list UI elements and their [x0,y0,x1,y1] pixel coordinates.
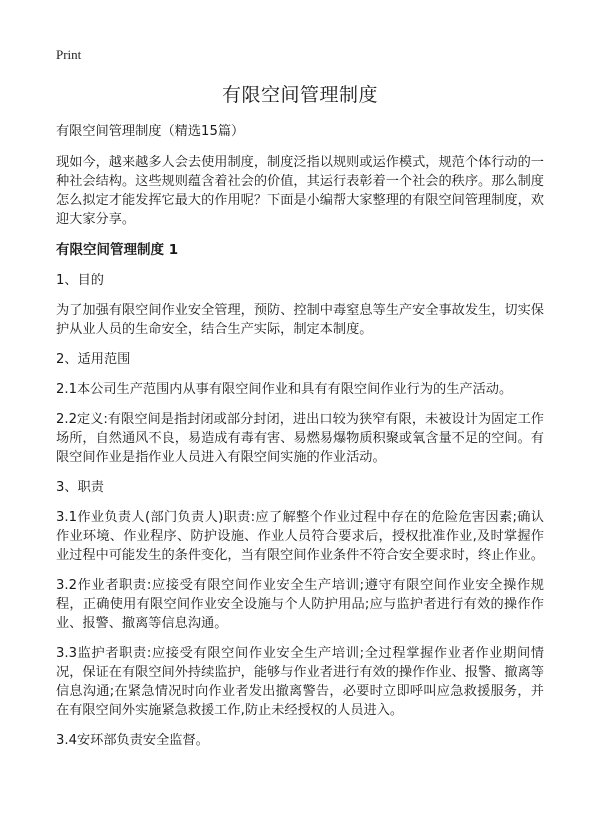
paragraph-duties-3-1: 3.1作业负责人(部门负责人)职责:应了解整个作业过程中存在的危险危害因素;确认作业环境、作业程序、防护设施、作业人员符合要求后，授权批准作业,及时掌握作业过程中可能发生的条件变化，当有限空间作业条件不符合安全要求时，终止作业。 [56,510,544,563]
paragraph-purpose: 为了加强有限空间作业安全管理，预防、控制中毒窒息等生产安全事故发生，切实保护从业人员的生命安全，结合生产实际，制定本制度。 [56,303,544,337]
intro-paragraph: 现如今，越来越多人会去使用制度，制度泛指以规则或运作模式，规范个体行动的一种社会结构。这些规则蕴含着社会的价值，其运行表彰着一个社会的秩序。那么制度怎么拟定才能发挥它最大的作用呢？下面是小编帮大家整理的有限空间管理制度，欢迎大家分享。 [56,155,544,227]
print-link[interactable]: Print [56,47,82,62]
paragraph-scope-2-1: 2.1本公司生产范围内从事有限空间作业和具有有限空间作业行为的生产活动。 [56,382,513,397]
paragraph-scope-heading: 2、适用范围 [56,352,131,367]
document-subtitle: 有限空间管理制度（精选15篇） [56,124,245,139]
paragraph-purpose-heading: 1、目的 [56,273,104,288]
paragraph-scope-2-2: 2.2定义:有限空间是指封闭或部分封闭，进出口较为狭窄有限，未被设计为固定工作场所，自然通风不良，易造成有毒有害、易燃易爆物质积聚或氧含量不足的空间。有限空间作业是指作业人员进入有限空间实施的作业活动。 [56,412,544,465]
page-title: 有限空间管理制度 [221,84,378,106]
section-heading: 有限空间管理制度 1 [56,242,179,258]
paragraph-duties-3-4: 3.4安环部负责安全监督。 [56,733,209,748]
paragraph-duties-3-3: 3.3监护者职责:应接受有限空间作业安全生产培训;全过程掌握作业者作业期间情况，保证在有限空间外持续监护，能够与作业者进行有效的操作作业、报警、撤离等信息沟通;在紧急情况时向作业者发出撤离警告，必要时立即呼叫应急救援服务，并在有限空间外实施紧急救援工作,防止未经授权的人员进入。 [56,646,544,718]
document-body [56,122,544,761]
paragraph-duties-heading: 3、职责 [56,480,104,495]
paragraph-duties-3-2: 3.2作业者职责:应接受有限空间作业安全生产培训;遵守有限空间作业安全操作规程，正确使用有限空间作业安全设施与个人防护用品;应与监护者进行有效的操作作业、报警、撤离等信息沟通。 [56,578,544,631]
